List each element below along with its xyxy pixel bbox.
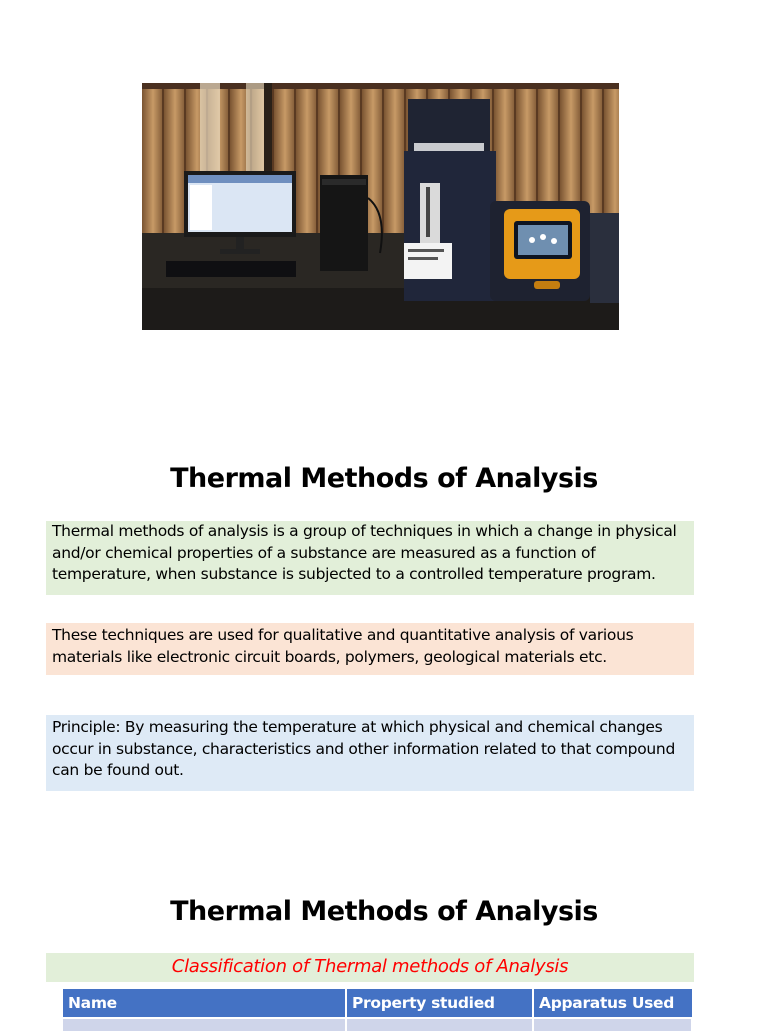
table-cell <box>533 1018 692 1031</box>
header-apparatus-used: Apparatus Used <box>533 989 692 1018</box>
table-row <box>63 1018 692 1031</box>
table-cell <box>63 1018 346 1031</box>
uses-box: These techniques are used for qualitative and quantitative analysis of various materials like electronic circuit boards, polymers, geological materials etc. <box>46 623 694 675</box>
definition-box: Thermal methods of analysis is a group of techniques in which a change in physical and/or chemical properties of a substance are measured as a function of temperature, when substance is subjected to a controlled temperature program. <box>46 521 694 595</box>
table-header-row <box>63 989 692 1018</box>
header-property-studied: Property studied <box>346 989 533 1018</box>
slide1-title: Thermal Methods of Analysis <box>170 463 598 494</box>
slide2-title: Thermal Methods of Analysis <box>170 896 598 927</box>
instrument-photo <box>142 83 619 330</box>
classification-table <box>63 989 693 1031</box>
principle-box: Principle: By measuring the temperature at which physical and chemical changes occur in substance, characteristics and other information related to that compound can be found out. <box>46 715 694 791</box>
table-cell <box>346 1018 533 1031</box>
classification-subtitle: Classification of Thermal methods of Analysis <box>46 953 694 982</box>
instrument-photo-illustration <box>142 83 619 330</box>
header-name: Name <box>63 989 346 1018</box>
